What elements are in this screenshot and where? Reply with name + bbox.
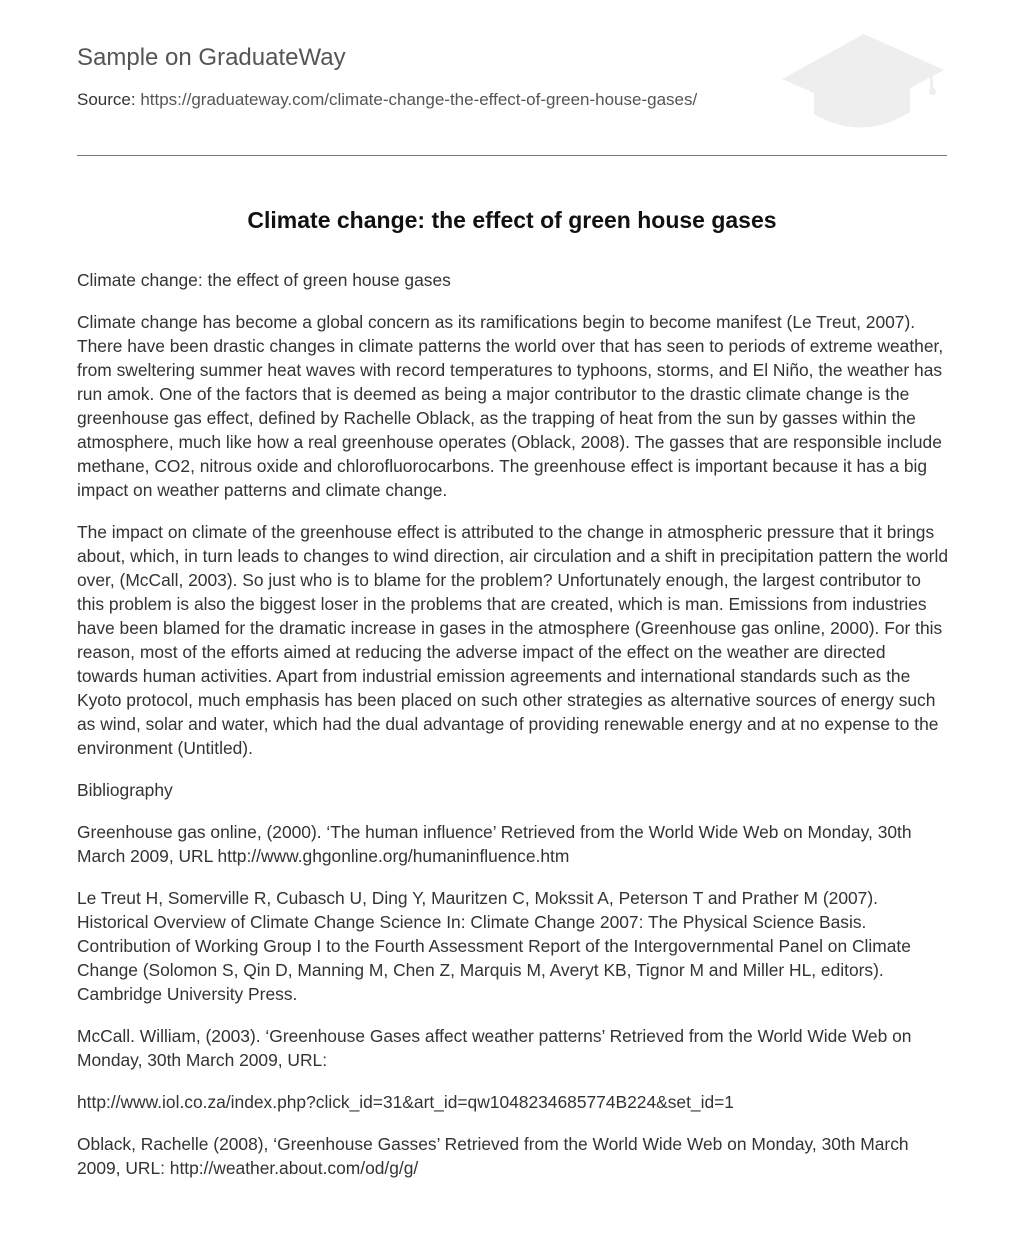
bibliography-entry: McCall. William, (2003). ‘Greenhouse Gases affect weather patterns’ Retrieved from the World Wide Web on Monday, 30th March 2009, URL:	[77, 1026, 912, 1070]
bibliography-url: http://www.iol.co.za/index.php?click_id=31&art_id=qw1048234685774B224&set_id=1	[77, 1092, 734, 1112]
article-body	[77, 268, 949, 1198]
intro-heading: Climate change: the effect of green house gases	[77, 270, 451, 290]
bibliography-entry: Le Treut H, Somerville R, Cubasch U, Ding Y, Mauritzen C, Mokssit A, Peterson T and Prather M (2007). Historical Overview of Climate Change Science In: Climate Change 2007: The Physical Science Basis. Contribution of Working Group I to the Fourth Assessment Report of the Intergovernmental Panel on Climate Change (Solomon S, Qin D, Manning M, Chen Z, Marquis M, Averyt KB, Tignor M and Miller HL, editors). Cambridge University Press.	[77, 888, 911, 1004]
source-link[interactable]: https://graduateway.com/climate-change-the-effect-of-green-house-gases/	[140, 90, 698, 109]
paragraph: The impact on climate of the greenhouse effect is attributed to the change in atmospheric pressure that it brings about, which, in turn leads to changes to wind direction, air circulation and a shift in precipitation pattern the world over, (McCall, 2003). So just who is to blame for the problem? Unfortunately enough, the largest contributor to this problem is also the biggest loser in the problems that are created, which is man. Emissions from industries have been blamed for the dramatic increase in gases in the atmosphere (Greenhouse gas online, 2000). For this reason, most of the efforts aimed at reducing the adverse impact of the effect on the weather are directed towards human activities. Apart from industrial emission agreements and international standards such as the Kyoto protocol, much emphasis has been placed on such other strategies as alternative sources of energy such as wind, solar and water, which had the dual advantage of providing renewable energy and at no expense to the environment (Untitled).	[77, 522, 948, 758]
source-line	[77, 90, 697, 110]
paragraph: Climate change has become a global concern as its ramifications begin to become manifest (Le Treut, 2007). There have been drastic changes in climate patterns the world over that has seen to periods of extreme weather, from sweltering summer heat waves with record temperatures to typhoons, storms, and El Niño, the weather has run amok. One of the factors that is deemed as being a major contributor to the drastic climate change is the greenhouse gas effect, defined by Rachelle Oblack, as the trapping of heat from the sun by gasses within the atmosphere, much like how a real greenhouse operates (Oblack, 2008). The gasses that are responsible include methane, CO2, nitrous oxide and chlorofluorocarbons. The greenhouse effect is important because it has a big impact on weather patterns and climate change.	[77, 312, 944, 500]
page-header	[77, 0, 947, 156]
bibliography-entry: Greenhouse gas online, (2000). ‘The human influence’ Retrieved from the World Wide Web on Monday, 30th March 2009, URL http://www.ghgonline.org/humaninfluence.htm	[77, 822, 912, 866]
bibliography-heading: Bibliography	[77, 780, 173, 800]
site-name: Sample on GraduateWay	[77, 44, 346, 71]
article-title: Climate change: the effect of green house gases	[247, 207, 777, 233]
bibliography-entry: Oblack, Rachelle (2008), ‘Greenhouse Gasses’ Retrieved from the World Wide Web on Monday, 30th March 2009, URL: http://weather.about.com/od/g/g/	[77, 1134, 909, 1178]
header-divider	[77, 155, 947, 156]
graduation-cap-icon	[780, 30, 946, 132]
source-label: Source:	[77, 90, 136, 109]
